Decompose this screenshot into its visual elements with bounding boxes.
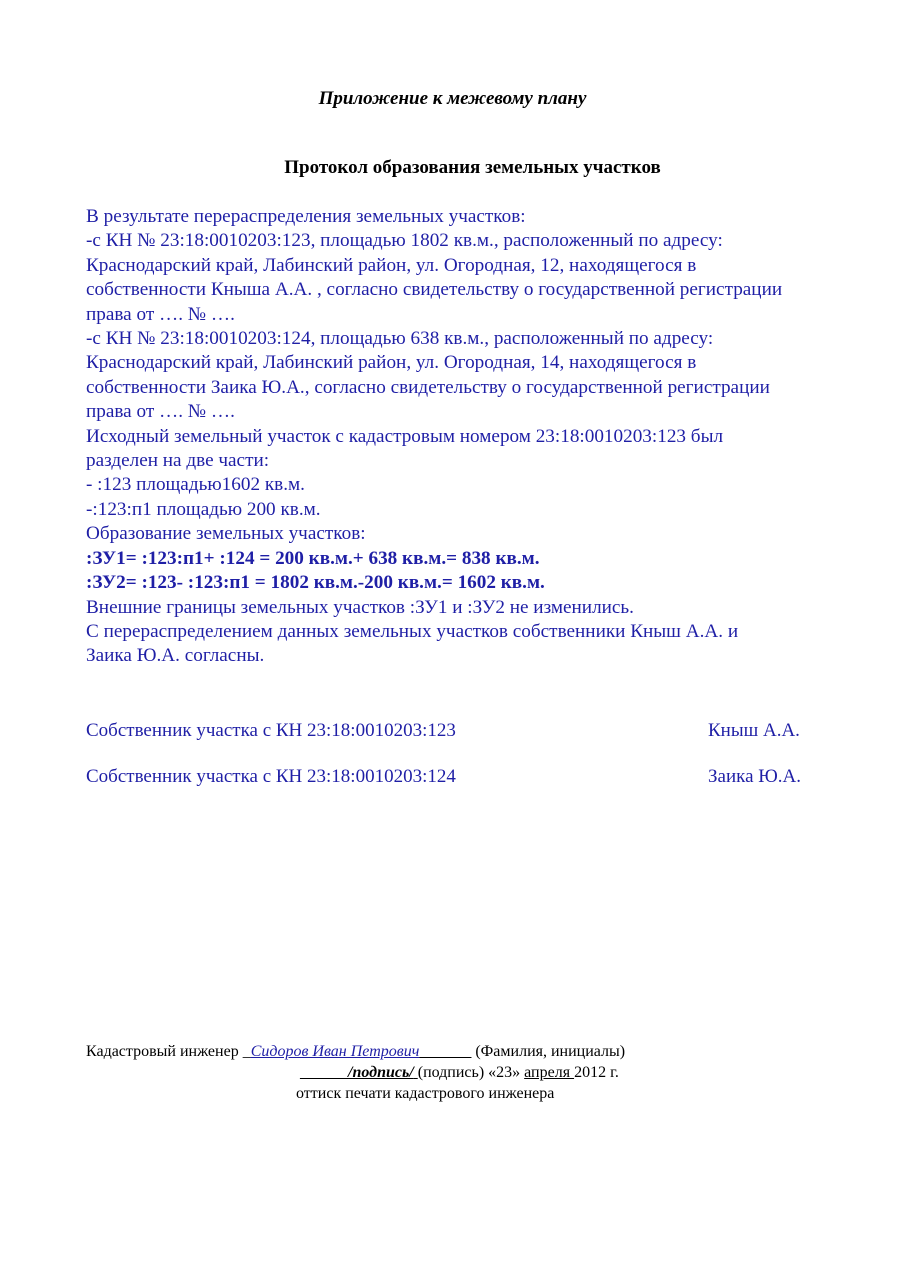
owner-name: Кныш А.А.: [708, 720, 800, 741]
body-line: права от …. № ….: [86, 303, 235, 325]
body-line: разделен на две части:: [86, 450, 270, 472]
protocol-body: [86, 205, 876, 669]
body-line: Заика Ю.А. согласны.: [86, 645, 265, 667]
date-year: 2012 г.: [574, 1064, 619, 1081]
signature-hint: (подпись): [417, 1064, 485, 1081]
formula-line: :ЗУ2= :123- :123:п1 = 1802 кв.м.-200 кв.м.= 1602 кв.м.: [86, 572, 545, 594]
body-line: Внешние границы земельных участков :ЗУ1 и :ЗУ2 не изменились.: [86, 596, 634, 618]
date-day: «23»: [484, 1064, 525, 1081]
engineer-signature: /подпись/: [348, 1064, 414, 1081]
body-line: -:123:п1 площадью 200 кв.м.: [86, 498, 321, 520]
owner-label: Собственник участка с КН 23:18:0010203:124: [86, 766, 456, 787]
date-month: апреля: [524, 1064, 575, 1081]
body-line: С перераспределением данных земельных участков собственники Кныш А.А. и: [86, 620, 739, 642]
protocol-title: Протокол образования земельных участков: [284, 157, 661, 178]
body-line: - :123 площадью1602 кв.м.: [86, 474, 305, 496]
engineer-label: Кадастровый инженер: [86, 1043, 239, 1060]
engineer-name: Сидоров Иван Петрович: [250, 1043, 420, 1060]
formula-line: :ЗУ1= :123:п1+ :124 = 200 кв.м.+ 638 кв.м.= 838 кв.м.: [86, 547, 540, 569]
body-line: Исходный земельный участок с кадастровым номером 23:18:0010203:123 был: [86, 425, 724, 447]
engineer-signature-line: [300, 1064, 619, 1082]
engineer-trail-blank: ______: [419, 1043, 472, 1060]
body-line: собственности Кныша А.А. , согласно свидетельству о государственной регистрации: [86, 279, 783, 301]
stamp-note: оттиск печати кадастрового инженера: [296, 1085, 555, 1102]
body-line: Краснодарский край, Лабинский район, ул. Огородная, 14, находящегося в: [86, 352, 697, 374]
body-line: В результате перераспределения земельных участков:: [86, 206, 526, 227]
appendix-heading: Приложение к межевому плану: [318, 88, 587, 109]
body-line: Образование земельных участков:: [86, 523, 366, 545]
engineer-line: [86, 1043, 625, 1061]
engineer-lead-blank: _: [238, 1043, 251, 1060]
body-line: Краснодарский край, Лабинский район, ул. Огородная, 12, находящегося в: [86, 254, 697, 276]
body-line: права от …. № ….: [86, 401, 235, 423]
engineer-name-hint: (Фамилия, инициалы): [471, 1043, 626, 1060]
body-line: -с КН № 23:18:0010203:124, площадью 638 кв.м., расположенный по адресу:: [86, 328, 714, 350]
signature-blank: ______: [300, 1064, 348, 1081]
body-line: собственности Заика Ю.А., согласно свидетельству о государственной регистрации: [86, 376, 770, 398]
owner-label: Собственник участка с КН 23:18:0010203:123: [86, 720, 456, 741]
owner-name: Заика Ю.А.: [708, 766, 801, 787]
body-line: -с КН № 23:18:0010203:123, площадью 1802 кв.м., расположенный по адресу:: [86, 230, 723, 252]
